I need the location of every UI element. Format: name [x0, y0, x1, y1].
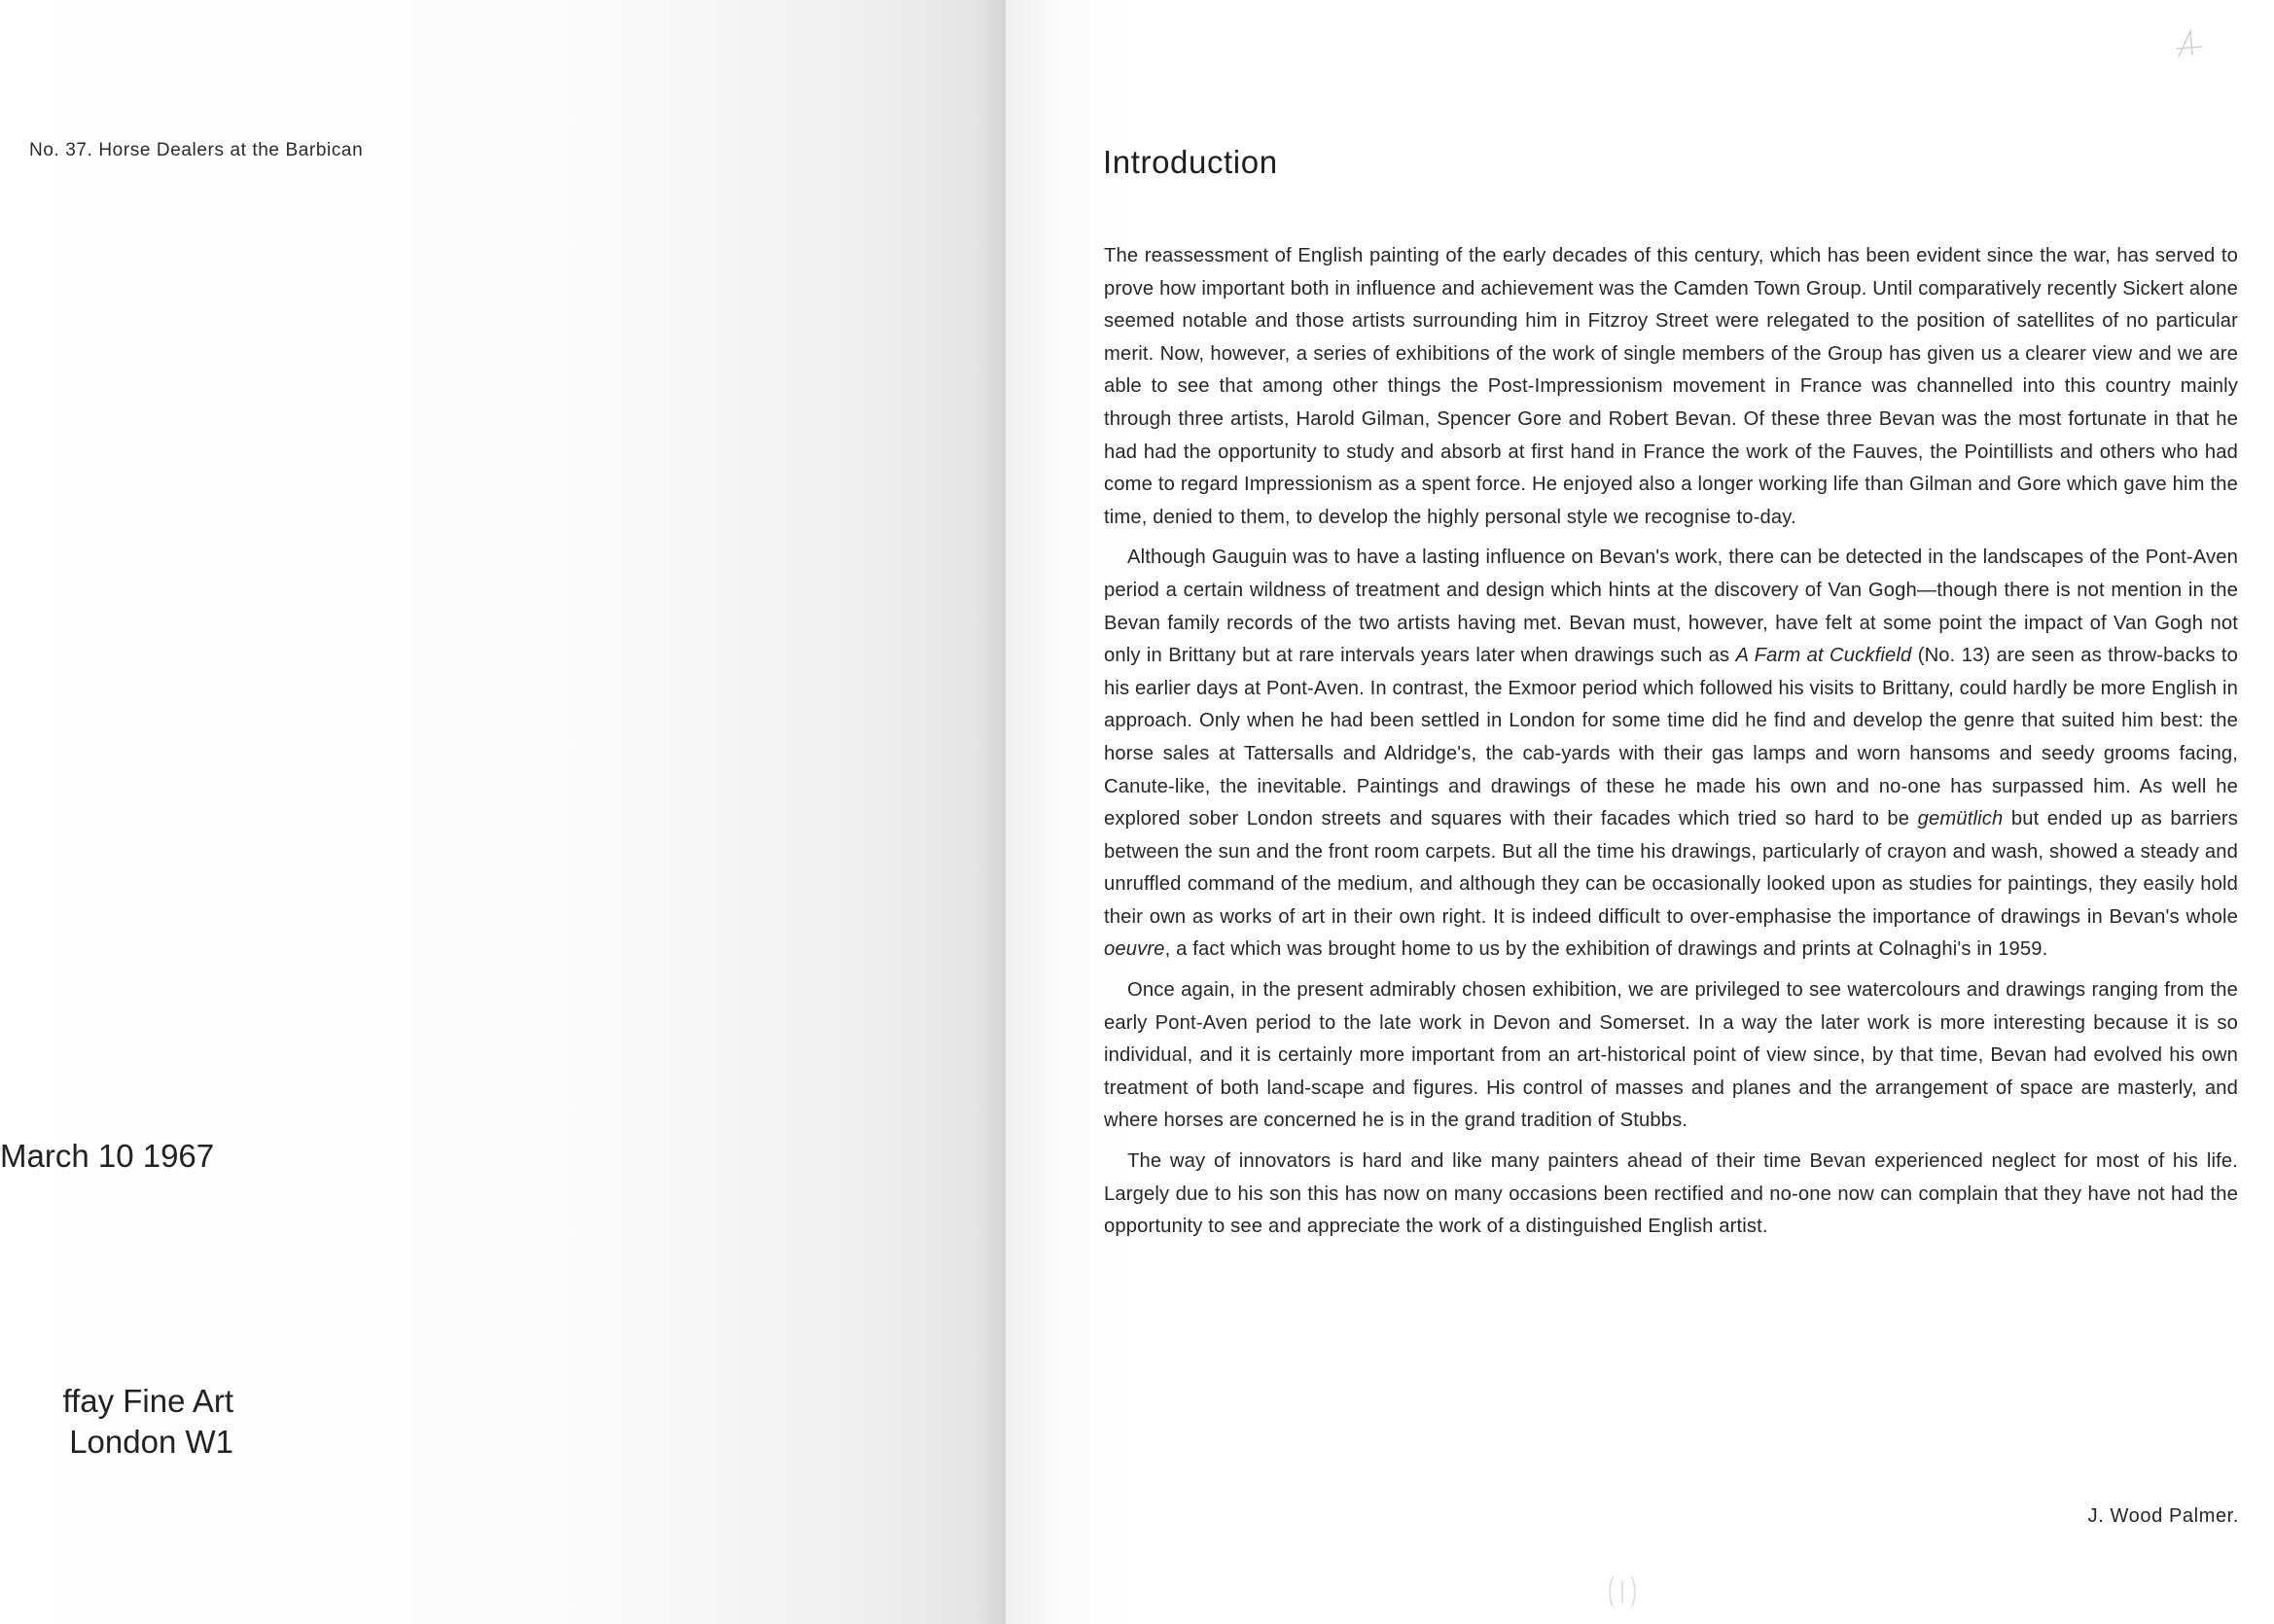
plate-caption: No. 37. Horse Dealers at the Barbican [29, 140, 364, 160]
left-page [0, 0, 1006, 1624]
essay-text-run: , a fact which was brought home to us by the exhibition of drawings and prints at Colnaghi's in 1959. [1164, 938, 2048, 961]
page-title: Introduction [1103, 144, 1278, 180]
pencil-folio-mark-icon [1603, 1570, 1642, 1612]
essay-paragraph-4: The way of innovators is hard and like many painters ahead of their time Bevan experienced neglect for most of his life. Largely due to his son this has now on many occasions been rectified and no-one now can complain that they have not had the opportunity to see and appreciate the work of a distinguished English artist. [1104, 1150, 2238, 1238]
foreign-term: gemütlich [1917, 808, 2004, 830]
essay-text-run: Although Gauguin was to have a lasting influence on Bevan's work, there can be detected in the landscapes of the Pont-Aven period a certain wildness of treatment and design which hints at the discovery of Van Gogh—though there is not mention in the Bevan family records of the two artists having met. Bevan must, however, have felt at some point the impact of Van Gogh not only in Brittany but at rare intervals years later when drawings such as [1104, 547, 2238, 667]
artwork-title: A Farm at Cuckfield [1735, 645, 1912, 667]
essay-text-run: but ended up as barriers between the sun and the front room carpets. But all the time his drawings, particularly of crayon and wash, showed a steady and unruffled command of the medium, and although they can be occasionally looked upon as studies for paintings, they easily hold their own as works of art in their own right. It is indeed difficult to over-emphasise the importance of drawings in Bevan's whole [1104, 808, 2238, 928]
pencil-mark-icon [2175, 25, 2204, 62]
essay-paragraph-2 [1104, 542, 2238, 967]
gallery-city: London W1 [69, 1424, 233, 1460]
gallery-address [0, 1381, 233, 1463]
exhibition-date: March 10 1967 [0, 1138, 215, 1174]
foreign-term: oeuvre [1104, 938, 1165, 961]
essay-paragraph-3: Once again, in the present admirably chosen exhibition, we are privileged to see watercolours and drawings ranging from the early Pont-Aven period to the late work in Devon and Somerset. In a way the later work is more interesting because it is so individual, and it is certainly more important from an art-historical point of view since, by that time, Bevan had evolved his own treatment of both land-scape and figures. His control of masses and planes and the arrangement of space are masterly, and where horses are concerned he is in the grand tradition of Stubbs. [1104, 979, 2238, 1132]
essay-text-run: (No. 13) are seen as throw-backs to his earlier days at Pont-Aven. In contrast, the Exmoor period which followed his visits to Brittany, could hardly be more English in approach. Only when he had been settled in London for some time did he find and develop the genre that suited him best: the horse sales at Tattersalls and Aldridge's, the cab-yards with their gas lamps and worn hansoms and seedy grooms facing, Canute-like, the inevitable. Paintings and drawings of these he made his own and no-one has surpassed him. As well he explored sober London streets and squares with their facades which tried so hard to be [1104, 645, 2238, 830]
right-page [1006, 0, 2274, 1624]
essay-body [1104, 240, 2238, 1252]
essay-paragraph-1: The reassessment of English painting of the early decades of this century, which has been evident since the war, has served to prove how important both in influence and achievement was the Camden Town Group. Until comparatively recently Sickert alone seemed notable and those artists surrounding him in Fitzroy Street were relegated to the position of satellites of no particular merit. Now, however, a series of exhibitions of the work of single members of the Group has given us a clearer view and we are able to see that among other things the Post-Impressionism movement in France was channelled into this country mainly through three artists, Harold Gilman, Spencer Gore and Robert Bevan. Of these three Bevan was the most fortunate in that he had had the opportunity to study and absorb at first hand in France the work of the Fauves, the Pointillists and others who had come to regard Impressionism as a spent force. He enjoyed also a longer working life than Gilman and Gore which gave him the time, denied to them, to develop the highly personal style we recognise to-day. [1104, 245, 2238, 528]
author-signature: J. Wood Palmer. [2087, 1505, 2239, 1527]
gallery-name: ffay Fine Art [62, 1383, 233, 1419]
